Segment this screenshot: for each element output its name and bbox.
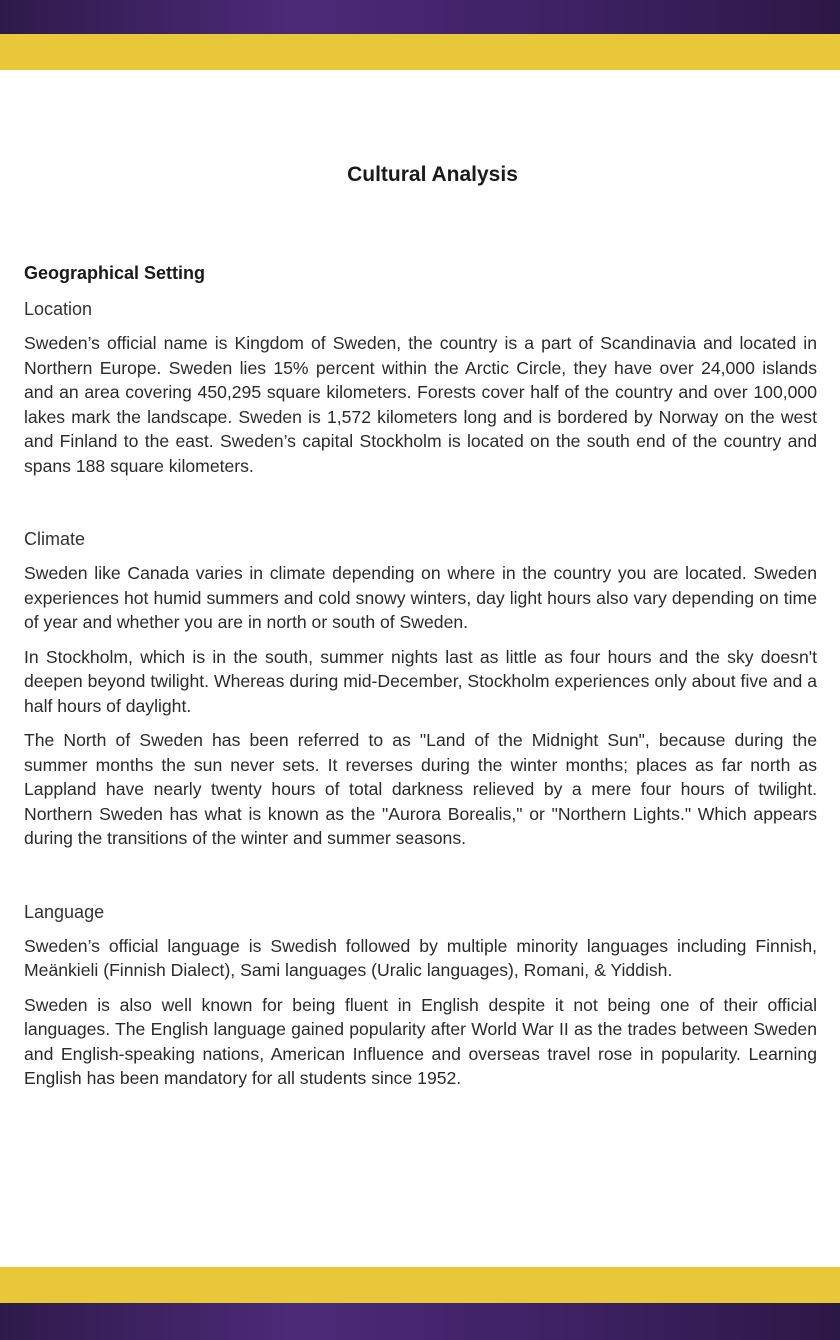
language-paragraph-2: Sweden is also well known for being fluent in English despite it not being one of their official languages. The English language gained popularity after World War II as the trades between Sweden and English-speaking nations, American Influence and overseas travel rose in popularity. Learning English has been mandatory for all students since 1952. bbox=[24, 994, 817, 1088]
subheading-language: Language bbox=[24, 901, 105, 922]
climate-paragraph-2: In Stockholm, which is in the south, summer nights last as little as four hours and the sky doesn't deepen beyond twilight. Whereas during mid-December, Stockholm experiences only about five and a half hours of daylight. bbox=[24, 646, 817, 716]
language-paragraph-1: Sweden’s official language is Swedish followed by multiple minority languages including Finnish, Meänkieli (Finnish Dialect), Sami languages (Uralic languages), Romani, & Yiddish. bbox=[24, 935, 817, 980]
subheading-climate: Climate bbox=[24, 529, 86, 549]
subheading-location: Location bbox=[24, 299, 93, 319]
footer-purple-band bbox=[0, 1303, 840, 1340]
page-title: Cultural Analysis bbox=[347, 163, 518, 186]
document-body bbox=[24, 160, 817, 1101]
header-purple-band bbox=[0, 0, 840, 34]
section-heading-geographical-setting: Geographical Setting bbox=[24, 263, 206, 283]
header-gold-band bbox=[0, 34, 840, 70]
climate-paragraph-3: The North of Sweden has been referred to as "Land of the Midnight Sun", because during the summer months the sun never sets. It reverses during the winter months; places as far north as Lappland have nearly twenty hours of total darkness relieved by a mere four hours of twilight. Northern Sweden has what is known as the "Aurora Borealis," or "Northern Lights." Which appears during the transitions of the winter and summer seasons. bbox=[24, 730, 817, 848]
climate-paragraph-1: Sweden like Canada varies in climate depending on where in the country you are located. Sweden experiences hot humid summers and cold snowy winters, day light hours also vary depending on time of year and whether you are in north or south of Sweden. bbox=[24, 563, 817, 632]
footer-gold-band bbox=[0, 1267, 840, 1303]
location-paragraph: Sweden’s official name is Kingdom of Sweden, the country is a part of Scandinavia and located in Northern Europe. Sweden lies 15% percent within the Arctic Circle, they have over 24,000 islands and an area covering 450,295 square kilometers. Forests cover half of the country and over 100,000 lakes mark the landscape. Sweden is 1,572 kilometers long and is bordered by Norway on the west and Finland to the east. Sweden’s capital Stockholm is located on the south end of the country and spans 188 square kilometers. bbox=[24, 333, 817, 476]
